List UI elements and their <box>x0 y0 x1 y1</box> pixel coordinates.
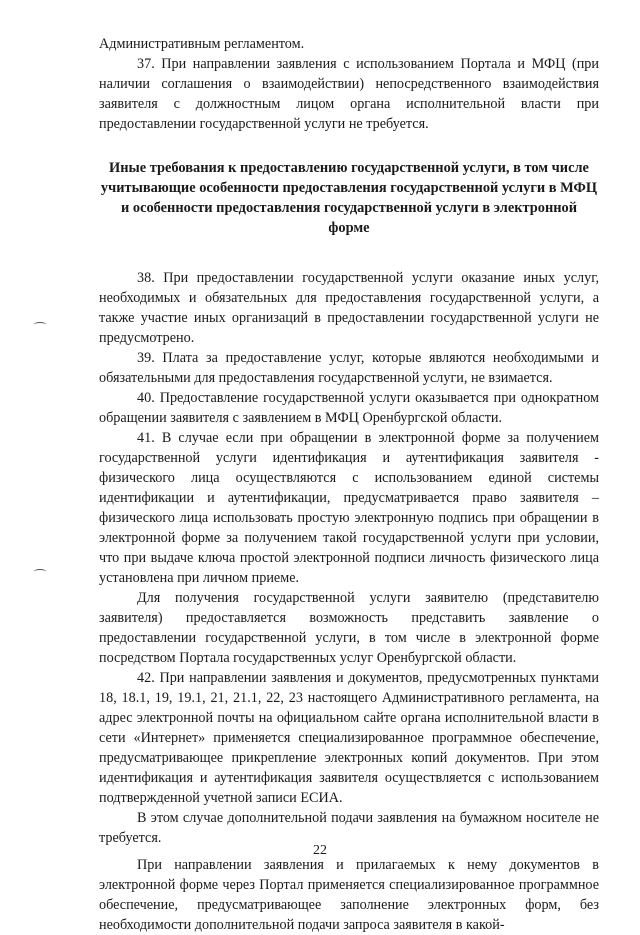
paragraph-41: 41. В случае если при обращении в электронной форме за получением государственной услуги идентификация и аутентификация заявителя - физического лица осуществляются с использованием единой системы идентификации и аутентификации, предусматривается право заявителя – физического лица использовать простую электронную подпись при обращении в электронной форме за получением такой государственной услуги при условии, что при выдаче ключа простой электронной подписи личность физического лица установлена при личном приеме. <box>99 430 599 586</box>
paragraph-40: 40. Предоставление государственной услуги оказывается при однократном обращении заявителя с заявлением в МФЦ Оренбургской области. <box>99 390 599 426</box>
page-number: 22 <box>313 843 327 858</box>
paragraph-39: 39. Плата за предоставление услуг, которые являются необходимыми и обязательными для предоставления государственной услуги, не взимается. <box>99 350 599 386</box>
paragraph-continuation: Административным регламентом. <box>99 36 305 52</box>
paragraph-42: 42. При направлении заявления и документов, предусмотренных пунктами 18, 18.1, 19, 19.1, 21, 21.1, 22, 23 настоящего Административного регламента, на адрес электронной почты на официальном сайте органа исполнительной власти в сети «Интернет» применяется специализированное программное обеспечение, предусматривающее прикрепление электронных копий документов. При этом идентификация и аутентификация заявителя осуществляется с использованием подтвержденной учетной записи ЕСИА. <box>99 670 599 806</box>
paragraph-42-portal: При направлении заявления и прилагаемых к нему документов в электронной форме через Портал применяется специализированное программное обеспечение, предусматривающее заполнение электронных форм, без необходимости дополнительной подачи запроса заявителя в какой- <box>99 857 599 933</box>
paragraph-37: 37. При направлении заявления с использованием Портала и МФЦ (при наличии соглашения о взаимодействии) непосредственного взаимодействия заявителя с должностным лицом органа исполнительной власти при предоставлении государственной услуги не требуется. <box>99 56 599 132</box>
paragraph-41-continued: Для получения государственной услуги заявителю (представителю заявителя) предоставляется возможность представить заявление о предоставлении государственной услуги, в том числе в электронной форме посредством Портала государственных услуг Оренбургской области. <box>99 590 599 666</box>
margin-mark <box>34 569 46 574</box>
margin-mark <box>34 322 46 327</box>
section-heading: Иные требования к предоставлению государственной услуги, в том числе учитывающие особенности предоставления государственной услуги в МФЦ и особенности предоставления государственной услуги в электронной форме <box>100 160 598 236</box>
paragraph-42-continued: В этом случае дополнительной подачи заявления на бумажном носителе не требуется. <box>99 810 599 846</box>
document-body <box>99 34 599 935</box>
paragraph-38: 38. При предоставлении государственной услуги оказание иных услуг, необходимых и обязательных для предоставления государственной услуги, а также участие иных организаций в предоставлении государственной услуги не предусмотрено. <box>99 270 599 346</box>
